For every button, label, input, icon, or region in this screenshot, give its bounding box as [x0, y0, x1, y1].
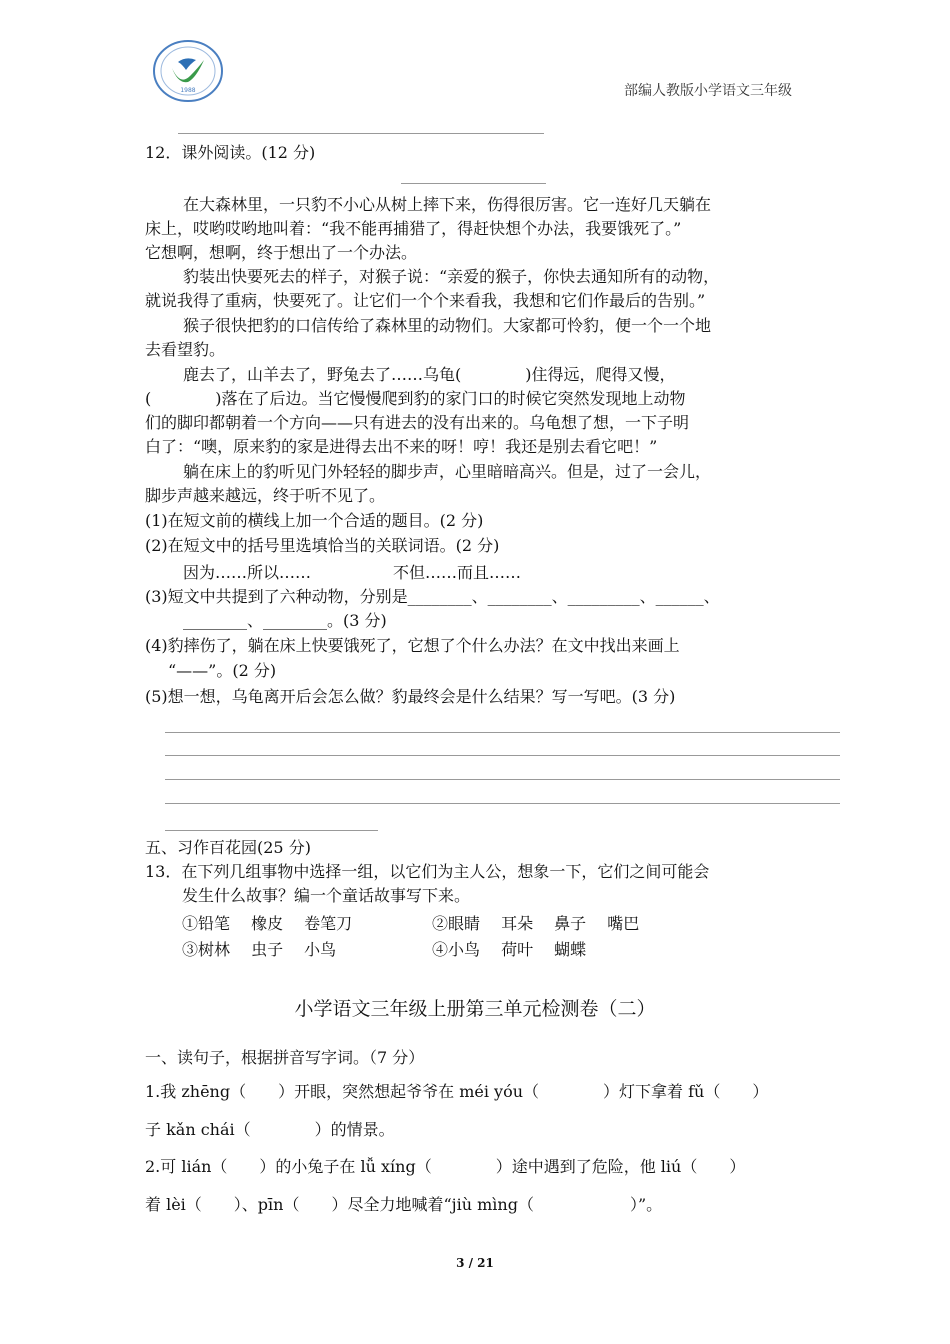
- answer-line[interactable]: [165, 830, 378, 831]
- passage-para4-line1: 鹿去了，山羊去了，野兔去了……乌龟( )住得远，爬得又慢，: [183, 365, 676, 384]
- passage-para5-line2: 脚步声越来越远，终于听不见了。: [145, 486, 386, 505]
- passage-para4-line2: ( )落在了后边。当它慢慢爬到豹的家门口的时候它突然发现地上动物: [145, 389, 686, 408]
- test-title: 小学语文三年级上册第三单元检测卷（二）: [294, 998, 656, 1020]
- q13-line1: 13．在下列几组事物中选择一组，以它们为主人公，想象一下，它们之间可能会: [145, 862, 710, 881]
- conjunction-option-1: 因为……所以……: [183, 563, 312, 582]
- topic-option-3: ③树林 虫子 小鸟: [182, 940, 337, 959]
- passage-para1-line2: 床上，哎哟哎哟地叫着：“我不能再捕猎了，得赶快想个办法，我要饿死了。”: [145, 219, 682, 238]
- passage-para1-line3: 它想啊，想啊，终于想出了一个办法。: [145, 243, 418, 262]
- sub-question-3-line1: (3)短文中共提到了六种动物，分别是________、________、_________、______、: [145, 587, 720, 606]
- passage-para3-line2: 去看望豹。: [145, 340, 226, 359]
- section-5-title: 五、习作百花园(25 分): [145, 838, 311, 857]
- sub-question-4-line2: “——”。(2 分): [168, 661, 277, 680]
- topic-option-2: ②眼睛 耳朵 鼻子 嘴巴: [432, 914, 640, 933]
- passage-para5-line1: 躺在床上的豹听见门外轻轻的脚步声，心里暗暗高兴。但是，过了一会儿，: [183, 462, 712, 481]
- header-title: 部编人教版小学语文三年级: [624, 83, 792, 99]
- page-number: 3 / 21: [456, 1256, 494, 1270]
- title-blank-line: [401, 183, 546, 184]
- sentence-2-line2: 着 lèi（ ）、pīn（ ）尽全力地喊着“jiù mìng（ ）”。: [145, 1195, 663, 1214]
- passage-para1-line1: 在大森林里，一只豹不小心从树上摔下来，伤得很厉害。它一连好几天躺在: [183, 195, 712, 214]
- conjunction-option-2: 不但……而且……: [393, 563, 522, 582]
- svg-text:1988: 1988: [180, 87, 196, 94]
- answer-line[interactable]: [165, 779, 840, 780]
- sub-question-5: (5)想一想，乌龟离开后会怎么做？豹最终会是什么结果？写一写吧。(3 分): [145, 687, 676, 706]
- passage-para2-line1: 豹装出快要死去的样子，对猴子说：“亲爱的猴子，你快去通知所有的动物，: [183, 267, 720, 286]
- passage-para3-line1: 猴子很快把豹的口信传给了森林里的动物们。大家都可怜豹，便一个一个地: [183, 316, 712, 335]
- sub-question-1: (1)在短文前的横线上加一个合适的题目。(2 分): [145, 511, 484, 530]
- q13-line2: 发生什么故事？编一个童话故事写下来。: [182, 886, 471, 905]
- sentence-1-line2: 子 kǎn chái（ ）的情景。: [145, 1120, 395, 1139]
- test2-section-1-title: 一、读句子，根据拼音写字词。（7 分）: [145, 1048, 425, 1067]
- answer-line[interactable]: [165, 803, 840, 804]
- sub-question-3-line2: ________、________。(3 分): [183, 611, 387, 630]
- answer-line[interactable]: [165, 755, 840, 756]
- sub-question-4-line1: (4)豹摔伤了，躺在床上快要饿死了，它想了个什么办法？在文中找出来画上: [145, 636, 680, 655]
- topic-option-1: ①铅笔 橡皮 卷笔刀: [182, 914, 353, 933]
- q12-title: 12．课外阅读。(12 分): [145, 143, 316, 162]
- school-logo: [150, 38, 226, 104]
- passage-para4-line4: 白了：“噢，原来豹的家是进得去出不来的呀！哼！我还是别去看它吧！”: [145, 437, 658, 456]
- sentence-2-line1: 2.可 lián（ ）的小兔子在 lǚ xíng（ ）途中遇到了危险，他 liú（ ）: [145, 1157, 746, 1176]
- sub-question-2: (2)在短文中的括号里选填恰当的关联词语。(2 分): [145, 536, 500, 555]
- topic-option-4: ④小鸟 荷叶 蝴蝶: [432, 940, 587, 959]
- passage-para2-line2: 就说我得了重病，快要死了。让它们一个个来看我，我想和它们作最后的告别。”: [145, 291, 706, 310]
- answer-line[interactable]: [165, 732, 840, 733]
- sentence-1-line1: 1.我 zhēng（ ）开眼，突然想起爷爷在 méi yóu（ ）灯下拿着 fǔ（ ）: [145, 1082, 769, 1101]
- passage-para4-line3: 们的脚印都朝着一个方向——只有进去的没有出来的。乌龟想了想，一下子明: [145, 413, 690, 432]
- header-divider: [178, 133, 544, 134]
